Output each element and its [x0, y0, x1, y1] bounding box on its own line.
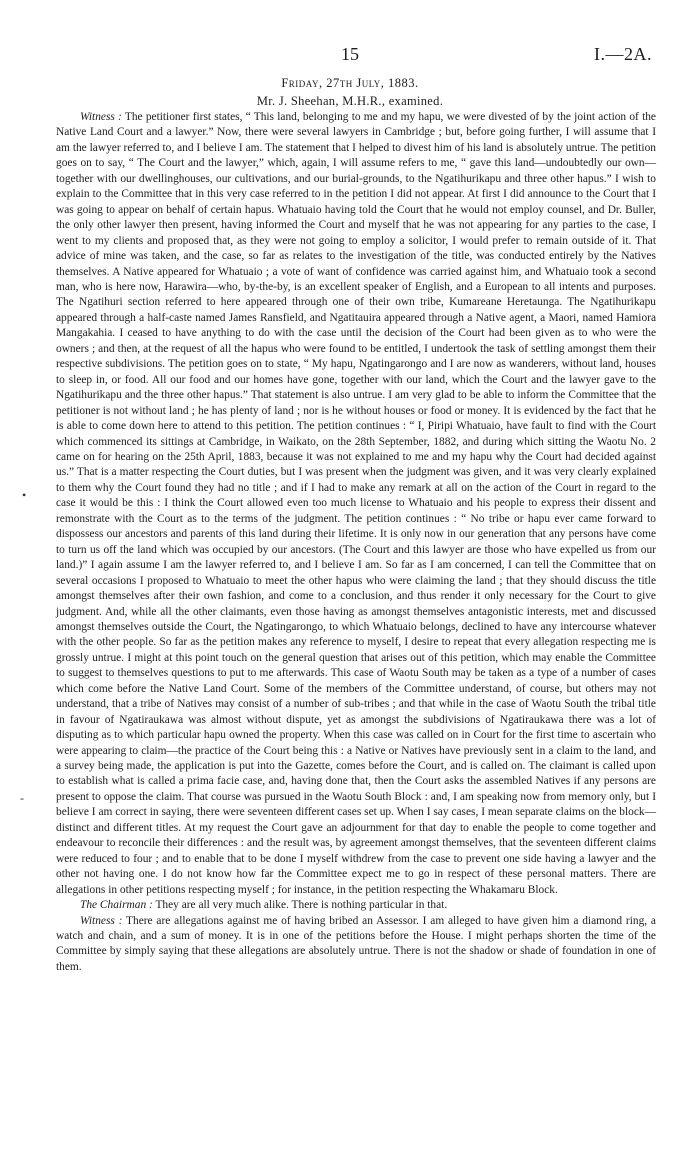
document-reference: I.—2A.: [594, 44, 652, 64]
testimony-paragraph: [56, 898, 656, 913]
paragraph-text: There are allegations against me of having bribed an Assessor. I am alleged to have given him a diamond ring, a watch and chain, and a sum of money. It is in one of the petitions before the House. I might perhaps shorten the time of the Committee by simply saying that these allegations are absolutely untrue. There is not the shadow or shade of foundation in one of them.: [56, 914, 656, 973]
testimony-body: [56, 110, 656, 975]
margin-bullet: •: [22, 488, 27, 502]
paragraph-text: The petitioner first states, “ This land, belonging to me and my hapu, we were divested of by the joint action of the Native Land Court and a lawyer.” Now, there were several lawyers in Cambridge ; but, before going further, I will assume that I am the lawyer referred to, and I believe I am. The statement that I helped to divest him of his land is absolutely untrue. The petition goes on to say, “ The Court and the lawyer,” which, again, I will assume refers to me, “ gave this land—undoubtedly our own—together with our dwellinghouses, our cultivations, and our burial-grounds, to the Ngatihurikapu and three other hapus.” I wish to explain to the Committee that in this very case referred to in the petition I did not appear. At first I did announce to the Court that I was going to appear on behalf of certain hapus. Whatuaio having told the Court that he would not employ counsel, and Dr. Buller, the only other lawyer then present, having informed the Court and myself that he was not appearing for any parties to the case, I went to my clients and proposed that, as they were not going to employ a solicitor, I would prefer to remain outside of it. That advice of mine was taken, and the case, so far as relates to the investigation of the title, was conducted entirely by the Natives themselves. A Native appeared for Whatuaio ; a vote of want of confidence was carried against him, and Whatuaio took a second man, who is here now, Harawira—who, by-the-by, is an excellent speaker of English, and a European to all intents and purposes. The Ngatihuri section referred to here appeared through one of their own tribe, Kumareane Heretaunga. The Ngatihurikapu appeared through a half-caste named James Ransfield, and Ngatitauira appeared through a Native agent, a Maori, named Hamiora Mangakahia. I ceased to have anything to do with the case until the decision of the Court had been given as to who were the owners ; and then, at the request of all the hapus who were found to be entitled, I undertook the task of settling amongst them their respective subdivisions. The petition goes on to state, “ My hapu, Ngatingarongo and I are now as wanderers, without land, houses to sleep in, or food. All our food and our homes have gone, together with our land, which the Court and the lawyer gave to the Ngatihurikapu and the three other hapus.” That statement is also untrue. I am very glad to be able to inform the Committee that the petitioner is not without land ; he has plenty of land ; nor is he without houses or food or money. It is evidenced by the fact that he is able to come down here to attend to this petition. The petition continues : “ I, Piripi Whatuaio, have fault to find with the Court which commenced its sittings at Cambridge, in Waikato, on the 28th September, 1882, and during which sitting the Waotu No. 2 came on for hearing on the 25th April, 1883, because it was not explained to me and my hapu why the Court had decided against us.” That is a matter respecting the Court duties, but I was present when the judgment was given, and it was very clearly explained to them why the Court found they had no title ; and if I had to make any remark at all on the action of the Court in regard to the case it would be this : I think the Court allowed even too much license to Whatuaio and his people to express their dissent and remonstrate with the Court as to the terms of the judgment. The petition continues : “ No tribe or hapu ever came forward to dispossess our ancestors and parents of this land during their lifetime. It is only now in our generation that any persons have come to turn us off the land which was occupied by our ancestors. (The Court and this lawyer are those who have expelled us from our land.)” I again assume I am the lawyer referred to, and I believe I am. So far as I am concerned, I can tell the Committee that on several occasions I proposed to Whatuaio to meet the other hapus who were claiming the land ; that they should discuss the title amongst themselves after their own fashion, and come to a conclusion, and thus render it only necessary for the Court to give judgment. And, while all the other claimants, even those having as amongst themselves antagonistic interests, met and discussed amongst themselves outside the Court, the Ngatingarongo, to which Whatuaio belongs, declined to have any intercourse whatever with the other people. So far as the petition makes any reference to myself, I desire to repeat that every allegation respecting me is grossly untrue. I might at this point touch on the general question that arises out of this petition, which may enable the Committee to suggest to themselves questions to put to me afterwards. This case of Waotu South may be taken as a type of a number of cases which come before the Native Land Court. Some of the members of the Committee understand, of course, but others may not understand, that a tribe of Natives may consist of a number of sub-tribes ; and that while in the case of Waotu South the tribal title in favour of Ngatiraukawa was almost without dispute, yet as amongst the subdivisions of Ngatiraukawa there was a lot of disputing as to which particular hapu owned the property. When this case was called on in Court for the first time to ascertain who were appearing to claim—the practice of the Court being this : a Native or Natives have previously sent in a claim to the land, and a survey being made, the application is put into the Gazette, comes before the Court, and is called on. The claimant is called upon to establish what is called a prima facie case, and, having done that, then the Court asks the assembled Natives if any persons are present to oppose the claim. That course was pursued in the Waotu South Block : and, I am speaking now from memory only, but I believe I am correct in saying, there were seventeen different cases set up. When I say cases, I mean separate claims on the block—distinct and different titles. At my request the Court gave an adjournment for that day to enable the people to come together and endeavour to reconcile their differences : and the result was, by agreement amongst themselves, that the seventeen different claims were reduced to four ; and to enable that to be done I myself withdrew from the case to prevent one side having a lawyer and the other not having one. I do not know how far the Committee expect me to go in respect of these personal matters. There are allegations in other petitions respecting myself ; for instance, in the petition respecting the Whakamaru Block.: [56, 111, 656, 896]
margin-dash: -: [20, 791, 24, 805]
speaker-label: Witness :: [80, 914, 123, 927]
witness-examined-heading: Mr. J. Sheehan, M.H.R., examined.: [256, 94, 444, 108]
testimony-paragraph: [56, 914, 656, 976]
page-number: 15: [341, 44, 359, 64]
testimony-paragraph: [56, 110, 656, 898]
paragraph-text: They are all very much alike. There is nothing particular in that.: [155, 899, 448, 912]
speaker-label: Witness :: [80, 111, 122, 123]
session-date-heading: Friday, 27th July, 1883.: [281, 76, 419, 90]
speaker-label: The Chairman :: [80, 899, 153, 912]
